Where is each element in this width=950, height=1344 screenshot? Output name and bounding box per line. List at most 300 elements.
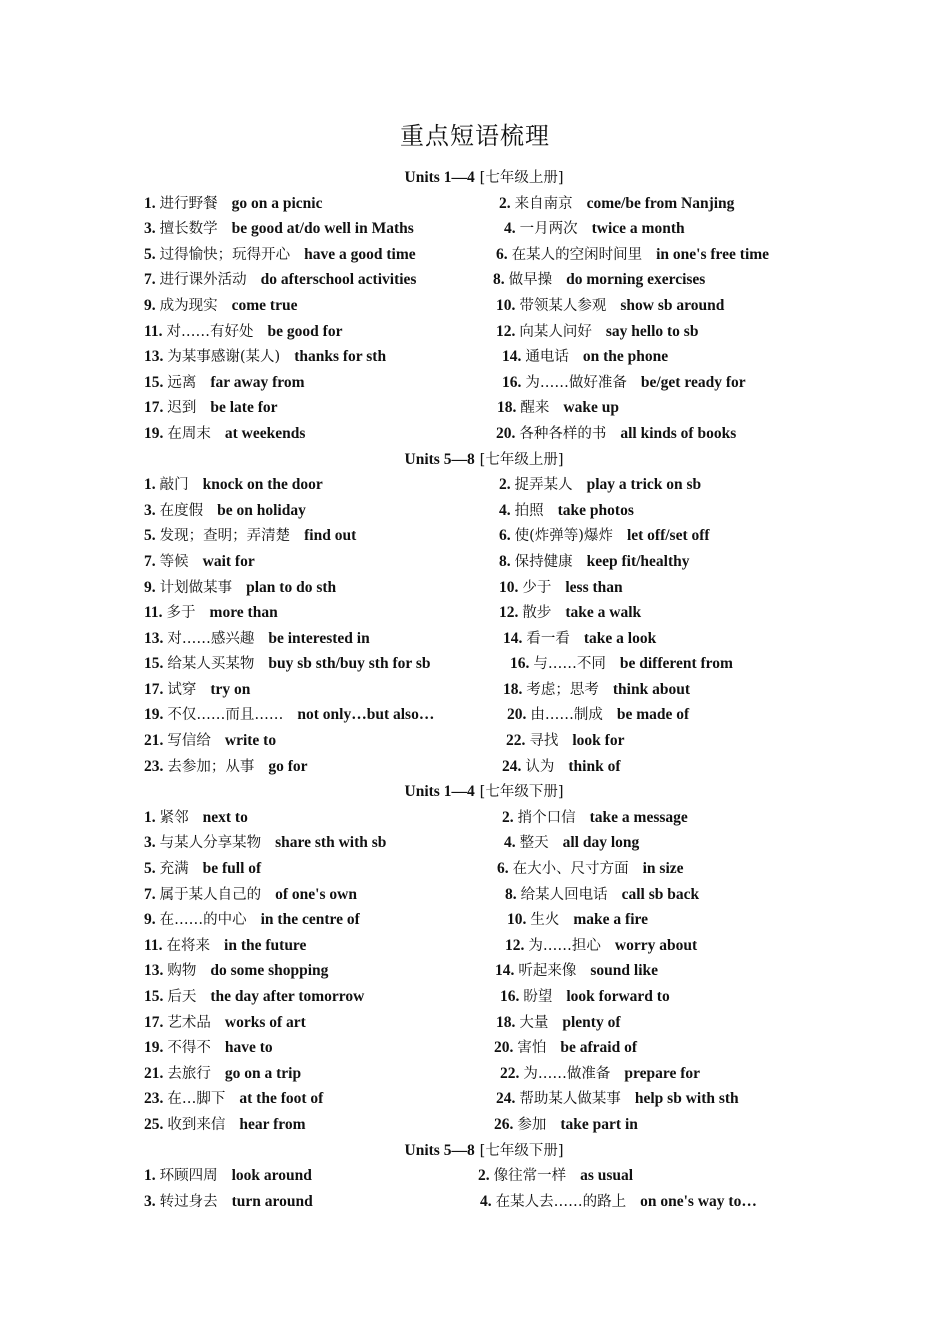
phrase-chinese: 参加 — [517, 1116, 547, 1133]
phrase-item — [144, 806, 248, 827]
phrase-item — [497, 396, 619, 417]
phrase-english: be/get ready for — [640, 373, 746, 391]
phrase-item — [144, 217, 414, 238]
phrase-chinese: 为……做准备 — [523, 1065, 611, 1082]
phrase-english: at the foot of — [239, 1090, 324, 1108]
phrase-number: 11. — [144, 604, 163, 622]
phrase-row — [144, 1113, 844, 1139]
phrase-number: 17. — [144, 680, 164, 698]
unit-range: Units 1—4 — [404, 783, 475, 801]
phrase-chinese: 来自南京 — [514, 195, 573, 212]
phrase-item — [144, 524, 356, 545]
phrase-item — [499, 601, 641, 622]
phrase-item — [502, 345, 668, 366]
phrase-english: wake up — [563, 399, 619, 417]
phrase-number: 3. — [144, 834, 156, 852]
phrase-item — [496, 320, 698, 341]
phrase-item — [144, 1190, 313, 1211]
phrase-number: 23. — [144, 757, 164, 775]
phrase-english: come true — [231, 296, 298, 314]
phrase-row — [144, 499, 844, 525]
phrase-row — [144, 550, 844, 576]
phrase-number: 24. — [502, 757, 522, 775]
phrase-item — [502, 371, 746, 392]
phrase-number: 14. — [495, 962, 515, 980]
phrase-row — [144, 422, 844, 448]
phrase-english: next to — [202, 808, 248, 826]
phrase-chinese: 生火 — [530, 912, 560, 929]
phrase-row — [144, 1062, 844, 1088]
phrase-chinese: 后天 — [167, 989, 197, 1005]
phrase-english: thanks for sth — [294, 348, 387, 366]
phrase-number: 8. — [505, 885, 517, 903]
phrase-chinese: 散步 — [522, 605, 552, 622]
phrase-number: 10. — [496, 296, 516, 314]
phrase-chinese: 购物 — [167, 963, 197, 980]
phrase-row — [144, 345, 844, 371]
phrase-chinese: 环顾四周 — [159, 1168, 218, 1185]
phrase-number: 4. — [504, 834, 516, 852]
phrase-item — [495, 959, 658, 980]
phrase-chinese: 在……的中心 — [159, 912, 247, 929]
phrase-number: 5. — [144, 860, 156, 878]
phrase-chinese: 看一看 — [526, 630, 570, 647]
phrase-english: be full of — [202, 860, 262, 878]
phrase-row — [144, 1011, 844, 1037]
phrase-number: 9. — [144, 911, 156, 929]
phrase-english: take a walk — [565, 604, 642, 622]
phrase-english: worry about — [614, 936, 698, 954]
phrase-number: 3. — [144, 501, 156, 519]
phrase-english: be good at/do well in Maths — [231, 220, 414, 238]
phrase-item — [499, 550, 690, 571]
phrase-number: 14. — [503, 629, 523, 647]
phrase-item — [499, 473, 701, 494]
phrase-english: look around — [231, 1167, 312, 1185]
phrase-english: all kinds of books — [620, 424, 737, 442]
phrase-chinese: 各种各样的书 — [519, 425, 607, 442]
phrase-item — [510, 652, 733, 673]
phrase-number: 17. — [144, 1013, 164, 1031]
phrase-english: take photos — [557, 501, 634, 519]
phrase-item — [494, 1036, 637, 1057]
phrase-item — [144, 371, 305, 392]
phrase-item — [144, 499, 306, 520]
phrase-number: 2. — [478, 1167, 490, 1185]
phrase-number: 15. — [144, 655, 164, 673]
phrase-number: 4. — [480, 1192, 492, 1210]
phrase-number: 12. — [505, 936, 525, 954]
phrase-number: 15. — [144, 373, 164, 391]
phrase-english: be different from — [619, 655, 733, 673]
phrase-number: 16. — [502, 373, 522, 391]
unit-header — [144, 780, 824, 806]
phrase-chinese: 像往常一样 — [493, 1168, 567, 1185]
phrase-item — [144, 883, 357, 904]
phrase-english: take part in — [560, 1115, 638, 1133]
phrase-item — [144, 1113, 306, 1134]
phrase-item — [144, 1011, 306, 1032]
phrase-item — [144, 320, 342, 341]
phrase-row — [144, 294, 844, 320]
phrase-row — [144, 652, 844, 678]
phrase-item — [144, 755, 308, 776]
phrase-row — [144, 1036, 844, 1062]
phrase-row — [144, 908, 844, 934]
phrase-number: 22. — [500, 1064, 520, 1082]
phrase-row — [144, 243, 844, 269]
phrase-item — [144, 908, 360, 929]
phrase-number: 25. — [144, 1115, 164, 1133]
phrase-number: 7. — [144, 271, 156, 289]
phrase-item — [496, 294, 724, 315]
phrase-chinese: 充满 — [159, 861, 189, 878]
phrase-item — [144, 652, 430, 673]
phrase-english: knock on the door — [202, 476, 323, 494]
phrase-number: 11. — [144, 936, 163, 954]
unit-grade: [七年级下册] — [479, 784, 564, 801]
phrase-english: help sb with sth — [634, 1090, 739, 1108]
phrase-number: 15. — [144, 988, 164, 1005]
phrase-english: less than — [565, 578, 623, 596]
unit-grade: [七年级上册] — [479, 170, 564, 186]
phrase-chinese: 在某人去……的路上 — [495, 1193, 627, 1210]
phrase-english: say hello to sb — [605, 322, 699, 340]
phrase-english: have a good time — [304, 245, 416, 263]
phrase-english: be good for — [267, 322, 343, 340]
phrase-row — [144, 473, 844, 499]
phrase-number: 4. — [499, 501, 511, 519]
phrase-item — [507, 703, 689, 724]
phrase-chinese: 大量 — [519, 1014, 549, 1031]
phrase-chinese: 给某人买某物 — [167, 656, 255, 673]
phrase-chinese: 做早操 — [508, 272, 553, 289]
phrase-number: 11. — [144, 322, 163, 340]
phrase-english: go for — [268, 757, 308, 775]
phrase-chinese: 对……有好处 — [166, 323, 254, 340]
phrase-number: 13. — [144, 348, 164, 366]
phrase-english: write to — [224, 732, 277, 750]
phrase-number: 18. — [503, 680, 523, 698]
phrase-english: on the phone — [582, 348, 669, 366]
phrase-row — [144, 729, 844, 755]
phrase-chinese: 考虑；思考 — [526, 681, 599, 698]
phrase-chinese: 转过身去 — [159, 1193, 218, 1210]
phrase-english: prepare for — [624, 1064, 700, 1082]
phrase-number: 16. — [510, 655, 530, 673]
phrase-chinese: 去旅行 — [167, 1065, 211, 1082]
phrase-row — [144, 396, 844, 422]
phrase-chinese: 为……做好准备 — [525, 374, 627, 391]
phrase-number: 18. — [496, 1013, 516, 1031]
phrase-row — [144, 755, 844, 781]
phrase-item — [497, 857, 684, 878]
phrase-english: think of — [568, 757, 621, 775]
phrase-row — [144, 934, 844, 960]
phrase-english: come/be from Nanjing — [586, 194, 735, 212]
phrase-item — [478, 1164, 633, 1185]
phrase-english: think about — [612, 680, 690, 698]
phrase-english: in the centre of — [260, 911, 360, 929]
phrase-chinese: 害怕 — [517, 1040, 547, 1057]
phrase-item — [144, 703, 434, 724]
phrase-number: 14. — [502, 348, 522, 366]
phrase-english: take a message — [589, 808, 688, 826]
phrase-number: 5. — [144, 527, 156, 545]
phrase-item — [500, 1062, 700, 1083]
phrase-chinese: 醒来 — [520, 400, 550, 417]
phrase-english: find out — [304, 527, 357, 545]
phrase-chinese: 成为现实 — [159, 297, 218, 314]
phrase-english: works of art — [224, 1013, 306, 1031]
phrase-item — [496, 1087, 739, 1108]
phrase-english: be on holiday — [217, 501, 306, 519]
phrase-item — [496, 422, 736, 443]
phrase-item — [144, 627, 370, 648]
phrase-chinese: 少于 — [522, 579, 552, 596]
phrase-chinese: 发现；查明；弄清楚 — [159, 528, 291, 545]
phrase-english: in size — [642, 860, 684, 878]
phrase-english: at weekends — [224, 424, 306, 442]
phrase-number: 19. — [144, 424, 164, 442]
phrase-english: be interested in — [268, 629, 370, 647]
phrase-number: 21. — [144, 732, 164, 750]
phrase-chinese: 通电话 — [525, 349, 569, 366]
phrase-item — [494, 1113, 638, 1134]
phrase-english: in the future — [224, 936, 307, 954]
phrase-chinese: 拍照 — [514, 502, 544, 519]
phrase-chinese: 整天 — [519, 835, 549, 852]
phrase-chinese: 给某人回电话 — [520, 886, 608, 903]
unit-header — [144, 166, 824, 192]
phrase-number: 12. — [496, 322, 516, 340]
phrase-row — [144, 1190, 844, 1216]
phrase-chinese: 不得不 — [167, 1040, 211, 1057]
phrase-number: 22. — [506, 732, 526, 750]
phrase-item — [499, 499, 634, 520]
phrase-chinese: 捉弄某人 — [514, 477, 573, 494]
phrase-number: 21. — [144, 1064, 164, 1082]
phrase-number: 1. — [144, 1167, 156, 1185]
phrase-chinese: 在某人的空闲时间里 — [511, 246, 643, 263]
phrase-chinese: 一月两次 — [519, 221, 578, 238]
phrase-number: 6. — [499, 527, 511, 545]
phrase-row — [144, 576, 844, 602]
phrase-item — [144, 1164, 312, 1185]
unit-header — [144, 448, 824, 474]
phrase-row — [144, 192, 844, 218]
phrase-number: 6. — [497, 860, 509, 878]
phrase-number: 20. — [496, 424, 516, 442]
phrase-number: 8. — [493, 271, 505, 289]
phrase-chinese: 在将来 — [166, 937, 211, 954]
phrase-english: do afterschool activities — [260, 271, 417, 289]
phrase-english: buy sb sth/buy sth for sb — [268, 655, 431, 673]
phrase-number: 1. — [144, 808, 156, 826]
phrase-chinese: 过得愉快；玩得开心 — [159, 246, 291, 263]
phrase-row — [144, 831, 844, 857]
phrase-chinese: 在…脚下 — [167, 1091, 226, 1108]
phrase-item — [144, 831, 386, 852]
phrase-number: 5. — [144, 245, 156, 263]
phrase-row — [144, 268, 844, 294]
phrase-row — [144, 959, 844, 985]
phrase-number: 7. — [144, 885, 156, 903]
phrase-number: 26. — [494, 1115, 514, 1133]
phrase-english: go on a picnic — [231, 194, 323, 212]
phrase-english: the day after tomorrow — [210, 988, 365, 1005]
phrase-item — [144, 729, 276, 750]
phrase-row — [144, 678, 844, 704]
phrase-number: 18. — [497, 399, 517, 417]
phrase-number: 2. — [502, 808, 514, 826]
phrase-chinese: 向某人问好 — [519, 323, 592, 340]
phrase-english: be made of — [616, 706, 690, 724]
phrase-item — [496, 1011, 621, 1032]
phrase-item — [505, 934, 697, 955]
phrase-english: far away from — [210, 373, 305, 391]
phrase-chinese: 带领某人参观 — [519, 297, 607, 314]
phrase-row — [144, 371, 844, 397]
phrase-english: do morning exercises — [566, 271, 706, 289]
phrase-item — [144, 550, 255, 571]
phrase-english: go on a trip — [224, 1064, 302, 1082]
phrase-english: be late for — [210, 399, 278, 417]
phrase-chinese: 紧邻 — [159, 809, 189, 826]
phrase-list — [144, 166, 844, 1215]
phrase-item — [493, 268, 705, 289]
phrase-english: make a fire — [573, 911, 648, 929]
phrase-item — [496, 243, 769, 264]
phrase-english: as usual — [580, 1167, 634, 1185]
phrase-chinese: 敲门 — [159, 477, 189, 494]
unit-grade: [七年级上册] — [479, 451, 564, 468]
phrase-item — [502, 755, 621, 776]
phrase-english: be afraid of — [560, 1039, 638, 1057]
phrase-number: 1. — [144, 476, 156, 494]
phrase-english: keep fit/healthy — [586, 552, 690, 570]
phrase-row — [144, 703, 844, 729]
phrase-english: take a look — [583, 629, 657, 647]
phrase-row — [144, 524, 844, 550]
phrase-item — [144, 959, 328, 980]
phrase-number: 20. — [507, 706, 527, 724]
phrase-chinese: 为……担心 — [528, 937, 601, 954]
phrase-chinese: 使(炸弹等)爆炸 — [514, 528, 613, 545]
unit-header — [144, 1139, 824, 1165]
unit-grade: [七年级下册] — [479, 1142, 564, 1159]
phrase-item — [144, 473, 323, 494]
phrase-english: show sb around — [620, 296, 725, 314]
phrase-item — [144, 268, 416, 289]
phrase-number: 3. — [144, 1192, 156, 1210]
phrase-number: 1. — [144, 194, 156, 212]
phrase-number: 2. — [499, 476, 511, 494]
phrase-chinese: 寻找 — [529, 733, 559, 750]
phrase-chinese: 试穿 — [167, 681, 197, 698]
phrase-english: all day long — [562, 834, 640, 852]
phrase-item — [144, 934, 306, 955]
phrase-chinese: 进行野餐 — [159, 195, 218, 212]
phrase-item — [500, 985, 670, 1006]
phrase-chinese: 计划做某事 — [159, 579, 233, 596]
phrase-chinese: 盼望 — [523, 989, 553, 1005]
phrase-english: of one's own — [275, 885, 357, 903]
phrase-english: call sb back — [621, 885, 700, 903]
phrase-number: 9. — [144, 578, 156, 596]
phrase-chinese: 不仅……而且…… — [167, 707, 284, 724]
phrase-chinese: 保持健康 — [514, 553, 573, 570]
phrase-item — [144, 1062, 301, 1083]
phrase-english: plan to do sth — [246, 578, 337, 596]
phrase-chinese: 听起来像 — [518, 963, 577, 980]
unit-range: Units 5—8 — [404, 450, 475, 468]
phrase-item — [499, 192, 734, 213]
phrase-chinese: 多于 — [166, 605, 196, 622]
phrase-chinese: 艺术品 — [167, 1014, 211, 1031]
phrase-english: look forward to — [566, 988, 670, 1005]
phrase-chinese: 进行课外活动 — [159, 272, 247, 289]
phrase-number: 4. — [504, 220, 516, 238]
phrase-chinese: 去参加；从事 — [167, 758, 255, 775]
phrase-number: 20. — [494, 1039, 514, 1057]
phrase-item — [144, 1087, 323, 1108]
phrase-row — [144, 1087, 844, 1113]
phrase-chinese: 等候 — [159, 553, 189, 570]
phrase-english: not only…but also… — [297, 706, 435, 724]
phrase-item — [507, 908, 648, 929]
phrase-row — [144, 627, 844, 653]
phrase-chinese: 收到来信 — [167, 1116, 226, 1133]
phrase-number: 13. — [144, 629, 164, 647]
phrase-row — [144, 985, 844, 1011]
phrase-item — [144, 576, 336, 597]
phrase-item — [144, 1036, 273, 1057]
phrase-chinese: 帮助某人做某事 — [519, 1091, 621, 1108]
phrase-number: 19. — [144, 706, 164, 724]
phrase-item — [144, 243, 416, 264]
phrase-row — [144, 883, 844, 909]
phrase-chinese: 对……感兴趣 — [167, 630, 255, 647]
phrase-item — [144, 294, 297, 315]
phrase-english: try on — [210, 680, 251, 698]
phrase-english: let off/set off — [626, 527, 710, 545]
phrase-number: 12. — [499, 604, 519, 622]
phrase-english: on one's way to… — [640, 1192, 757, 1210]
phrase-item — [506, 729, 624, 750]
phrase-number: 16. — [500, 988, 520, 1005]
phrase-number: 2. — [499, 194, 511, 212]
phrase-number: 9. — [144, 296, 156, 314]
phrase-english: wait for — [202, 552, 255, 570]
phrase-chinese: 远离 — [167, 374, 197, 391]
phrase-row — [144, 320, 844, 346]
page-title: 重点短语梳理 — [400, 122, 550, 150]
phrase-number: 7. — [144, 552, 156, 570]
phrase-chinese: 认为 — [525, 758, 555, 775]
phrase-item — [144, 985, 364, 1006]
phrase-english: play a trick on sb — [586, 476, 702, 494]
phrase-chinese: 在大小、尺寸方面 — [512, 861, 629, 878]
phrase-row — [144, 217, 844, 243]
phrase-number: 10. — [499, 578, 519, 596]
phrase-item — [504, 217, 685, 238]
phrase-english: share sth with sb — [275, 834, 387, 852]
phrase-chinese: 属于某人自己的 — [159, 886, 262, 903]
phrase-english: look for — [572, 732, 625, 750]
phrase-number: 24. — [496, 1090, 516, 1108]
phrase-number: 13. — [144, 962, 164, 980]
